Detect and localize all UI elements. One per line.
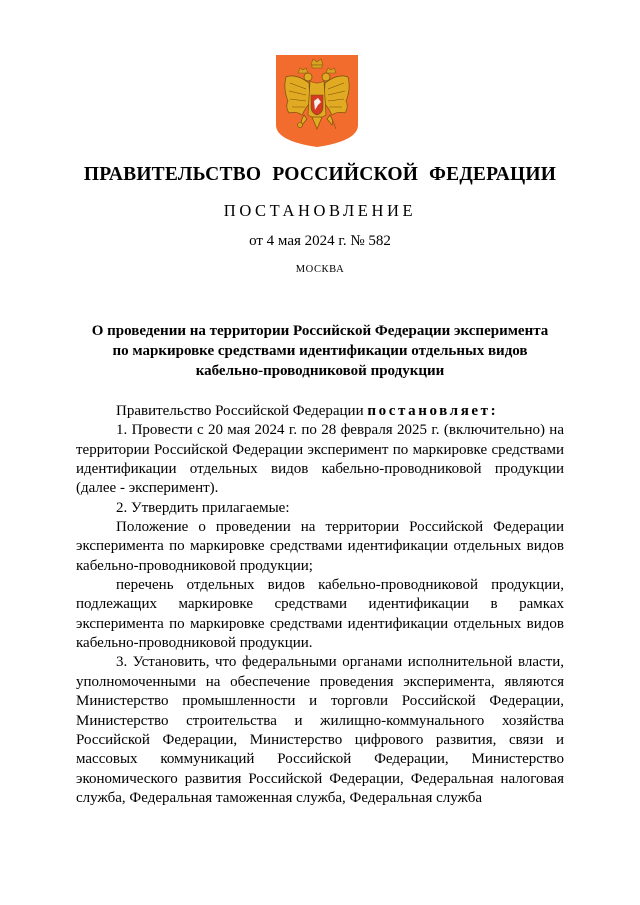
heading-line: по маркировке средствами идентификации отдельных видов	[112, 343, 528, 359]
decree-word: постановляет:	[367, 403, 499, 419]
document-type: ПОСТАНОВЛЕНИЕ	[223, 201, 417, 220]
document-heading	[0, 321, 640, 381]
document-body	[76, 402, 564, 808]
intro-paragraph	[76, 402, 564, 421]
body-paragraph: 2. Утвердить прилагаемые:	[116, 499, 290, 516]
government-title: ПРАВИТЕЛЬСТВО РОССИЙСКОЙ ФЕДЕРАЦИИ	[83, 164, 557, 185]
heading-line: кабельно-проводниковой продукции	[195, 363, 445, 379]
body-paragraph: перечень отдельных видов кабельно-проводниковой продукции, подлежащих маркировке средствами идентификации в рамках эксперимента по маркировке средствами идентификации отдельных видов кабельно-проводниковой продукции.	[76, 577, 564, 652]
body-paragraph: 1. Провести с 20 мая 2024 г. по 28 февраля 2025 г. (включительно) на территории Российской Федерации эксперимент по маркировке средствами идентификации отдельных видов кабельно-проводниковой продукции (далее - эксперимент).	[76, 422, 564, 497]
body-paragraph: Положение о проведении на территории Российской Федерации эксперимента по маркировке средствами идентификации отдельных видов кабельно-проводниковой продукции;	[76, 519, 564, 574]
body-paragraph: 3. Установить, что федеральными органами исполнительной власти, уполномоченными на обеспечение проведения эксперимента, являются Министерство промышленности и торговли Российской Федерации, Министерство строительства и жилищно-коммунального хозяйства Российской Федерации, Министерство цифрового развития, связи и массовых коммуникаций Российской Федерации, Министерство экономического развития Российской Федерации, Федеральная налоговая служба, Федеральная таможенная служба, Федеральная служба	[76, 654, 564, 806]
russian-coat-of-arms-icon	[276, 55, 358, 147]
document-city: МОСКВА	[295, 264, 345, 275]
heading-line: О проведении на территории Российской Федерации эксперимента	[91, 323, 549, 339]
intro-text: Правительство Российской Федерации	[116, 403, 368, 419]
document-date-number: от 4 мая 2024 г. № 582	[249, 233, 391, 249]
